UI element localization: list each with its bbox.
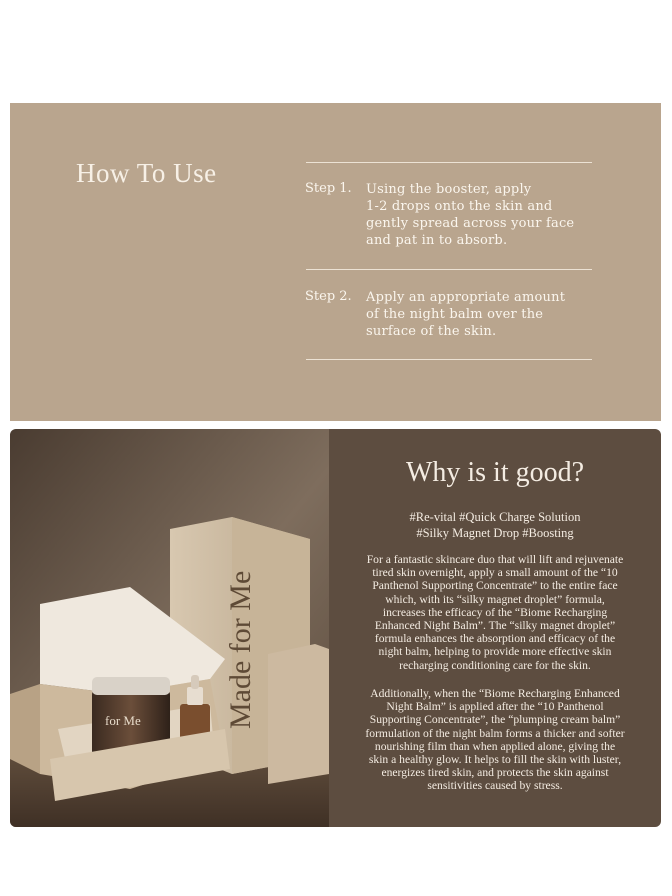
paragraph-line: skin a healthy glow. It helps to fill the skin with luster,: [368, 753, 622, 767]
benefit-paragraph-1: [347, 553, 643, 672]
step-2-label: Step 2.: [305, 289, 352, 304]
paragraph-line: Additionally, when the “Biome Recharging Enhanced: [370, 687, 620, 700]
step-line: Apply an appropriate amount: [366, 290, 566, 305]
why-good-title: Why is it good?: [405, 457, 585, 488]
step-2-text: [366, 289, 596, 340]
paragraph-line: formulation of the night balm forms a thicker and softer: [365, 726, 625, 740]
divider: [306, 269, 592, 270]
product-photo: [10, 429, 329, 827]
paragraph-line: which, with its “silky magnet droplet” formula,: [385, 592, 605, 606]
benefit-paragraph-2: [347, 687, 643, 793]
paragraph-line: energizes tired skin, and protects the skin against: [381, 766, 609, 780]
step-1-text: [366, 181, 596, 249]
jar-label-text: for Me: [105, 713, 141, 728]
step-line: gently spread across your face: [366, 216, 575, 231]
hashtag-line: #Re-vital #Quick Charge Solution: [409, 510, 581, 524]
divider: [306, 162, 592, 163]
step-line: Using the booster, apply: [366, 182, 532, 197]
how-to-use-section: [10, 103, 661, 421]
paragraph-line: tired skin overnight, apply a small amount of the “10: [372, 566, 618, 580]
step-line: of the night balm over the: [366, 307, 544, 322]
box-brand-text: Made for Me: [224, 570, 257, 729]
step-line: surface of the skin.: [366, 324, 497, 339]
paragraph-line: night balm, helping to provide more effective skin: [378, 645, 612, 659]
paragraph-line: nourishing film than when applied alone, giving the: [374, 739, 616, 753]
step-line: and pat in to absorb.: [366, 233, 508, 248]
how-to-use-title: How To Use: [76, 158, 217, 188]
paragraph-line: increases the efficacy of the “Biome Recharging: [382, 605, 608, 619]
paragraph-line: recharging conditioning care for the skin.: [399, 658, 591, 672]
hashtag-line: #Silky Magnet Drop #Boosting: [416, 526, 574, 540]
why-good-section: [10, 429, 661, 827]
paragraph-line: sensitivities caused by stress.: [427, 779, 563, 793]
hashtags: [329, 509, 661, 541]
divider: [306, 359, 592, 360]
paragraph-line: Supporting Concentrate”, the “plumping cream balm”: [369, 713, 621, 727]
paragraph-line: Night Balm” is applied after the “10 Panthenol: [386, 700, 604, 714]
paragraph-line: For a fantastic skincare duo that will lift and rejuvenate: [366, 553, 624, 566]
paragraph-line: formula enhances the absorption and efficacy of the: [374, 632, 616, 646]
paragraph-line: Enhanced Night Balm”. The “silky magnet droplet”: [374, 619, 616, 633]
paragraph-line: Panthenol Supporting Concentrate” to the entire face: [372, 579, 618, 593]
step-line: 1-2 drops onto the skin and: [366, 199, 553, 214]
why-good-panel: [329, 429, 661, 827]
step-1-label: Step 1.: [305, 181, 352, 196]
